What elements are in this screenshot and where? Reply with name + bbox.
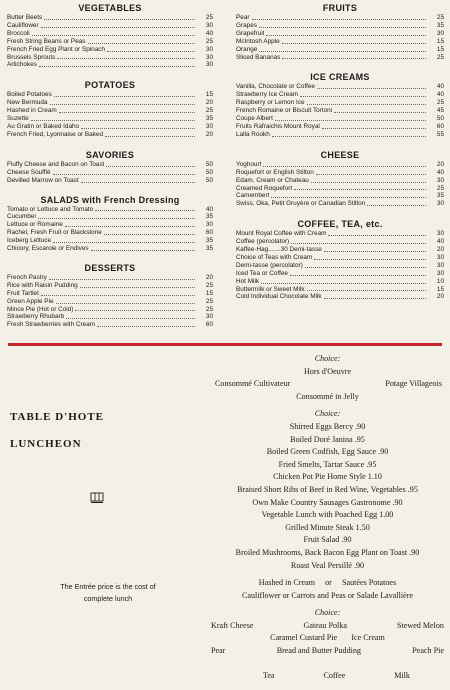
menu-item-row: [236, 30, 444, 38]
dessert-item: Caramel Custard Pie: [270, 633, 338, 643]
menu-item-name: Lalla Rookh: [236, 130, 270, 138]
entree-item: Chicken Pot Pie Home Style 1.10: [273, 472, 382, 482]
leader-dots: [282, 54, 426, 60]
menu-item-row: [7, 177, 213, 185]
leader-dots: [81, 177, 195, 183]
menu-item-name: Suzette: [7, 115, 29, 123]
choice-label-desserts: Choice:: [314, 608, 341, 618]
menu-item-name: Strawberry Rhubarb: [7, 313, 65, 321]
menu-item-price: 50: [205, 160, 213, 168]
menu-item-row: [7, 274, 213, 282]
menu-item-row: [7, 131, 213, 139]
leader-dots: [263, 161, 426, 167]
menu-item-row: [7, 245, 213, 253]
ice-creams-list: [236, 83, 444, 138]
leader-dots: [59, 107, 195, 113]
menu-item-row: [7, 290, 213, 298]
menu-item-row: [7, 229, 213, 237]
menu-item-price: 15: [436, 285, 444, 293]
menu-item-row: [7, 14, 213, 22]
menu-item-price: 25: [436, 99, 444, 107]
dessert-item: Ice Cream: [351, 633, 385, 643]
leader-dots: [291, 238, 426, 244]
menu-item-name: Au Gratin or Baked Idaho: [7, 122, 80, 130]
menu-item-row: [7, 38, 213, 46]
menu-item-price: 30: [436, 261, 444, 269]
entree-note-line-2: complete lunch: [83, 594, 133, 603]
menu-item-price: 45: [436, 107, 444, 115]
menu-item-name: Iced Tea or Coffee: [236, 269, 288, 277]
leader-dots: [282, 38, 426, 44]
fruits-list: [236, 14, 444, 61]
menu-item-row: [236, 22, 444, 30]
section-title-desserts: DESSERTS: [84, 262, 136, 273]
menu-item-row: [7, 46, 213, 54]
menu-item-price: 60: [436, 122, 444, 130]
menu-item-row: [236, 177, 444, 185]
leader-dots: [95, 206, 195, 212]
menu-item-row: [236, 83, 444, 91]
drinks-row: [205, 670, 450, 683]
sides-row-1: [205, 577, 450, 590]
menu-item-name: Cheese Soufflé: [7, 168, 51, 176]
starter-consomme-jelly: Consommé in Jelly: [296, 391, 359, 401]
menu-item-row: [7, 206, 213, 214]
menu-item-row: [236, 99, 444, 107]
menu-item-row: [236, 185, 444, 193]
menu-item-name: Rachel, Fresh Fruit or Blackstone: [7, 229, 102, 237]
menu-item-price: 40: [436, 168, 444, 176]
menu-item-price: 15: [205, 91, 213, 99]
menu-item-row: [236, 169, 444, 177]
leader-dots: [75, 306, 195, 312]
dessert-item: Stewed Melon: [397, 620, 444, 630]
dessert-item: Bread and Butter Pudding: [276, 646, 361, 656]
entree-note-line-1: The Entrée price is the cost of: [60, 582, 156, 591]
menu-item-price: 35: [205, 237, 213, 245]
luncheon-title: LUNCHEON: [10, 438, 82, 450]
entree-item: Shirred Eggs Bercy .90: [289, 421, 366, 431]
menu-item-name: Grapes: [236, 21, 257, 29]
dessert-item: Gateau Polka: [303, 620, 347, 630]
menu-item-name: Lettuce or Romaine: [7, 221, 63, 229]
menu-item-row: [7, 107, 213, 115]
leader-dots: [49, 274, 195, 280]
menu-item-name: McIntosh Apple: [236, 37, 280, 45]
menu-item-name: Yoghourt: [236, 160, 262, 168]
leader-dots: [80, 282, 195, 288]
menu-item-name: Fresh Strawberries with Cream: [7, 321, 96, 329]
menu-item-name: Sliced Bananas: [236, 53, 281, 61]
menu-item-price: 30: [205, 53, 213, 61]
dessert-item: Pear: [211, 646, 226, 656]
menu-item-price: 40: [436, 238, 444, 246]
section-title-potatoes: POTATOES: [84, 80, 136, 91]
menu-item-price: 30: [436, 200, 444, 208]
menu-item-row: [236, 262, 444, 270]
menu-item-row: [236, 91, 444, 99]
menu-item-row: [7, 30, 213, 38]
crest-icon: [90, 492, 104, 504]
menu-item-price: 40: [205, 29, 213, 37]
leader-dots: [66, 313, 195, 319]
menu-item-name: Kaffee-Hag.......30 Demi-tasse: [236, 246, 322, 254]
menu-item-name: Raspberry or Lemon Ice: [236, 99, 305, 107]
menu-item-price: 25: [205, 14, 213, 21]
leader-dots: [65, 221, 195, 227]
menu-item-name: Boiled Potatoes: [7, 91, 52, 99]
menu-item-row: [7, 91, 213, 99]
menu-item-row: [236, 254, 444, 262]
leader-dots: [261, 278, 426, 284]
leader-dots: [307, 286, 426, 292]
leader-dots: [334, 107, 426, 113]
menu-item-name: Artichokes: [7, 61, 37, 69]
menu-item-name: Cold Individual Chocolate Milk: [236, 293, 322, 301]
menu-item-name: Pear: [236, 14, 250, 21]
menu-item-name: Vanilla, Chocolate or Coffee: [236, 83, 315, 91]
menu-item-price: 50: [205, 176, 213, 184]
menu-item-row: [236, 38, 444, 46]
menu-item-price: 50: [205, 168, 213, 176]
menu-item-name: French Pastry: [7, 273, 47, 281]
leader-dots: [324, 293, 426, 299]
menu-item-row: [236, 14, 444, 22]
menu-item-price: 30: [436, 29, 444, 37]
menu-item-price: 20: [205, 99, 213, 107]
leader-dots: [105, 131, 195, 137]
menu-item-name: Strawberry Ice Cream: [236, 91, 299, 99]
menu-item-price: 30: [436, 176, 444, 184]
dessert-item: Kraft Cheese: [211, 620, 254, 630]
leader-dots: [266, 30, 426, 36]
menu-item-price: 20: [436, 160, 444, 168]
salads-list: [7, 206, 213, 253]
leader-dots: [81, 123, 195, 129]
leader-dots: [41, 22, 195, 28]
menu-item-price: 30: [436, 269, 444, 277]
menu-item-name: Mount Royal Coffee with Cream: [236, 230, 327, 238]
dessert-row-1: [205, 620, 450, 633]
leader-dots: [317, 83, 426, 89]
menu-item-row: [236, 107, 444, 115]
table-dhote-heading: [10, 404, 200, 458]
menu-item-price: 30: [205, 122, 213, 130]
leader-dots: [259, 46, 426, 52]
dessert-row-2: [205, 632, 450, 645]
section-title-coffee-tea: COFFEE, TEA, etc.: [297, 219, 383, 230]
starter-consomme-cultivateur: Consommé Cultivateur: [215, 379, 291, 389]
menu-item-row: [7, 313, 213, 321]
menu-item-name: Iceberg Lettuce: [7, 237, 52, 245]
menu-item-price: 20: [205, 273, 213, 281]
menu-item-price: 55: [436, 130, 444, 138]
menu-item-row: [7, 306, 213, 314]
starter-hors-doeuvre: Hors d'Oeuvre: [303, 366, 352, 376]
menu-item-price: 35: [436, 21, 444, 29]
leader-dots: [31, 115, 195, 121]
menu-item-name: Chicory, Escarole or Endives: [7, 245, 89, 253]
menu-item-price: 30: [436, 253, 444, 261]
side-sautees-potatoes: Sautées Potatoes: [342, 578, 397, 588]
entree-item: Broiled Mushrooms, Back Bacon Egg Plant on Toast .90: [235, 547, 420, 557]
entree-item: Own Make Country Sausages Gastronome .90: [252, 497, 403, 507]
starter-soups-row: [205, 378, 450, 391]
menu-item-name: Fresh String Beans or Peas: [7, 37, 86, 45]
menu-item-name: French Romaine or Biscuit Tortoni: [236, 107, 333, 115]
menu-item-price: 60: [205, 321, 213, 329]
menu-item-row: [236, 192, 444, 200]
menu-item-name: Brussels Sprouts: [7, 53, 56, 61]
leader-dots: [41, 290, 195, 296]
leader-dots: [275, 115, 426, 121]
menu-item-name: Demi-tasse (percolator): [236, 261, 303, 269]
menu-item-name: Fruits Rafraichis Mount Royal: [236, 122, 320, 130]
menu-item-row: [7, 99, 213, 107]
menu-item-name: Swiss, Oka, Petit Gruyère or Canadian Stilton: [236, 200, 366, 208]
menu-item-name: Choice of Teas with Cream: [236, 253, 313, 261]
menu-item-name: French Fried Egg Plant or Spinach: [7, 45, 106, 53]
menu-item-price: 20: [436, 293, 444, 301]
section-title-ice-creams: ICE CREAMS: [310, 72, 370, 83]
menu-item-price: 30: [205, 21, 213, 29]
menu-item-row: [7, 123, 213, 131]
entree-item: Fruit Salad .90: [303, 535, 352, 545]
menu-item-row: [236, 293, 444, 301]
menu-item-row: [7, 54, 213, 62]
menu-item-row: [7, 61, 213, 69]
leader-dots: [53, 169, 195, 175]
luncheon-menu: [205, 353, 450, 682]
menu-item-name: Fruit Tartlet: [7, 289, 39, 297]
menu-item-name: Hot Milk: [236, 277, 260, 285]
leader-dots: [316, 169, 426, 175]
starter-potage-villageois: Potage Villageois: [385, 379, 442, 389]
menu-item-price: 15: [436, 37, 444, 45]
menu-item-row: [236, 270, 444, 278]
leader-dots: [91, 245, 195, 251]
leader-dots: [300, 91, 426, 97]
leader-dots: [294, 185, 426, 191]
menu-item-name: Cauliflower: [7, 21, 39, 29]
sides-row-2: Cauliflower or Carrots and Peas or Salade Lavallière: [241, 590, 414, 600]
entree-item: Grilled Minute Steak 1.50: [285, 522, 370, 532]
menu-item-row: [236, 230, 444, 238]
menu-item-row: [7, 237, 213, 245]
menu-item-price: 25: [436, 53, 444, 61]
menu-item-row: [236, 46, 444, 54]
menu-item-price: 15: [205, 289, 213, 297]
menu-item-row: [236, 246, 444, 254]
desserts-list: [7, 274, 213, 329]
leader-dots: [32, 30, 195, 36]
menu-item-row: [7, 115, 213, 123]
menu-item-row: [236, 131, 444, 139]
entree-item: Boiled Green Codfish, Egg Sauce .90: [266, 447, 389, 457]
menu-item-price: 25: [436, 14, 444, 21]
entree-item: Braised Short Ribs of Beef in Red Wine, Vegetables .95: [237, 484, 418, 494]
leader-dots: [50, 99, 196, 105]
menu-item-name: Rice with Raisin Pudding: [7, 281, 78, 289]
menu-item-price: 50: [436, 115, 444, 123]
menu-item-name: Edam, Cream or Chateau: [236, 176, 309, 184]
menu-item-name: New Bermuda: [7, 99, 48, 107]
leader-dots: [259, 22, 426, 28]
entree-item: Boiled Doré Janina .95: [290, 434, 365, 444]
menu-item-row: [236, 54, 444, 62]
menu-item-price: 35: [436, 192, 444, 200]
entree-item: Fried Smelts, Tartar Sauce .95: [278, 459, 377, 469]
menu-item-row: [7, 22, 213, 30]
entree-item: Vegetable Lunch with Poached Egg 1.00: [261, 510, 394, 520]
vegetables-list: [7, 14, 213, 69]
right-menu-column: [236, 0, 444, 301]
section-title-cheese: CHEESE: [320, 149, 360, 160]
menu-item-name: Orange: [236, 45, 258, 53]
menu-item-row: [7, 321, 213, 329]
coffee-tea-list: [236, 230, 444, 301]
leader-dots: [88, 38, 195, 44]
side-hashed-cream: Hashed in Cream: [258, 578, 315, 588]
drink-item: Coffee: [323, 670, 346, 680]
menu-item-price: 30: [205, 45, 213, 53]
menu-item-name: Creamed Roquefort: [236, 184, 293, 192]
menu-item-row: [7, 221, 213, 229]
menu-item-name: Cucumber: [7, 213, 37, 221]
dessert-item: Peach Pie: [412, 646, 444, 656]
menu-item-row: [236, 123, 444, 131]
menu-item-price: 30: [436, 230, 444, 238]
dessert-row-3: [205, 645, 450, 658]
choice-label-entrees: Choice:: [314, 409, 341, 419]
menu-item-name: Broccoli: [7, 29, 30, 37]
menu-item-row: [236, 115, 444, 123]
menu-item-row: [236, 286, 444, 294]
menu-item-name: Coffee (percolator): [236, 238, 290, 246]
savories-list: [7, 161, 213, 185]
leader-dots: [324, 246, 426, 252]
menu-item-name: Grapefruit: [236, 29, 265, 37]
menu-item-name: Green Apple Pie: [7, 297, 54, 305]
leader-dots: [57, 54, 195, 60]
menu-item-name: Mince Pie (Hot or Cold): [7, 305, 74, 313]
menu-item-row: [7, 169, 213, 177]
leader-dots: [271, 192, 426, 198]
table-dhote-title: TABLE D'HOTE: [10, 411, 105, 423]
leader-dots: [314, 254, 426, 260]
menu-item-price: 25: [205, 297, 213, 305]
menu-item-name: Buttermilk or Sweet Milk: [236, 285, 305, 293]
menu-item-price: 40: [205, 205, 213, 213]
menu-item-name: Camembert: [236, 192, 270, 200]
potatoes-list: [7, 91, 213, 138]
menu-item-name: Devilled Marrow on Toast: [7, 176, 79, 184]
cheese-list: [236, 161, 444, 208]
menu-item-price: 25: [205, 305, 213, 313]
red-divider-rule: [8, 343, 442, 346]
leader-dots: [367, 200, 426, 206]
leader-dots: [305, 262, 426, 268]
leader-dots: [104, 229, 195, 235]
leader-dots: [328, 230, 426, 236]
menu-item-row: [7, 213, 213, 221]
leader-dots: [39, 61, 195, 67]
menu-item-price: 30: [205, 313, 213, 321]
leader-dots: [307, 99, 426, 105]
entree-price-note: [18, 581, 198, 605]
drink-item: Milk: [394, 670, 410, 680]
menu-item-row: [236, 161, 444, 169]
menu-item-price: 25: [205, 37, 213, 45]
entree-item: Roast Veal Persillé .90: [290, 560, 365, 570]
menu-item-price: 25: [436, 184, 444, 192]
leader-dots: [54, 91, 195, 97]
menu-item-price: 35: [205, 115, 213, 123]
menu-item-price: 30: [205, 61, 213, 69]
menu-item-name: Coupe Albert: [236, 115, 273, 123]
leader-dots: [290, 270, 426, 276]
section-title-vegetables: VEGETABLES: [78, 3, 142, 13]
leader-dots: [53, 237, 195, 243]
side-or: or: [325, 578, 332, 588]
leader-dots: [272, 131, 426, 137]
drink-item: Tea: [263, 670, 275, 680]
section-title-fruits: FRUITS: [322, 3, 358, 13]
menu-item-price: 20: [436, 246, 444, 254]
section-title-savories: SAVORIES: [85, 149, 135, 160]
menu-item-row: [7, 298, 213, 306]
leader-dots: [56, 298, 195, 304]
menu-item-row: [236, 200, 444, 208]
menu-item-name: Hashed in Cream: [7, 107, 57, 115]
menu-item-name: Butter Beets: [7, 14, 43, 21]
leader-dots: [107, 46, 195, 52]
menu-item-price: 15: [436, 45, 444, 53]
menu-item-price: 30: [205, 221, 213, 229]
menu-item-row: [236, 278, 444, 286]
leader-dots: [38, 213, 195, 219]
leader-dots: [97, 321, 195, 327]
menu-item-row: [7, 161, 213, 169]
leader-dots: [44, 14, 195, 20]
menu-item-price: 35: [205, 213, 213, 221]
menu-item-name: Tomato or Lettuce and Tomato: [7, 205, 94, 213]
left-menu-column: [7, 0, 213, 329]
leader-dots: [252, 14, 427, 20]
menu-item-price: 25: [205, 107, 213, 115]
menu-item-price: 35: [205, 245, 213, 253]
menu-item-price: 60: [205, 229, 213, 237]
choice-label-starters: Choice:: [314, 354, 341, 363]
menu-item-name: Fluffy Cheese and Bacon on Toast: [7, 160, 105, 168]
menu-item-row: [236, 238, 444, 246]
leader-dots: [322, 123, 426, 129]
menu-item-price: 10: [436, 277, 444, 285]
menu-item-row: [7, 282, 213, 290]
menu-item-name: French Fried, Lyonnaise or Baked: [7, 130, 104, 138]
leader-dots: [311, 177, 426, 183]
menu-item-price: 20: [205, 130, 213, 138]
menu-item-name: Roquefort or English Stilton: [236, 168, 314, 176]
section-title-salads: SALADS with French Dressing: [40, 194, 180, 205]
entrees-list: [205, 421, 450, 572]
leader-dots: [106, 161, 195, 167]
menu-item-price: 40: [436, 91, 444, 99]
menu-item-price: 25: [205, 281, 213, 289]
menu-item-price: 40: [436, 83, 444, 91]
